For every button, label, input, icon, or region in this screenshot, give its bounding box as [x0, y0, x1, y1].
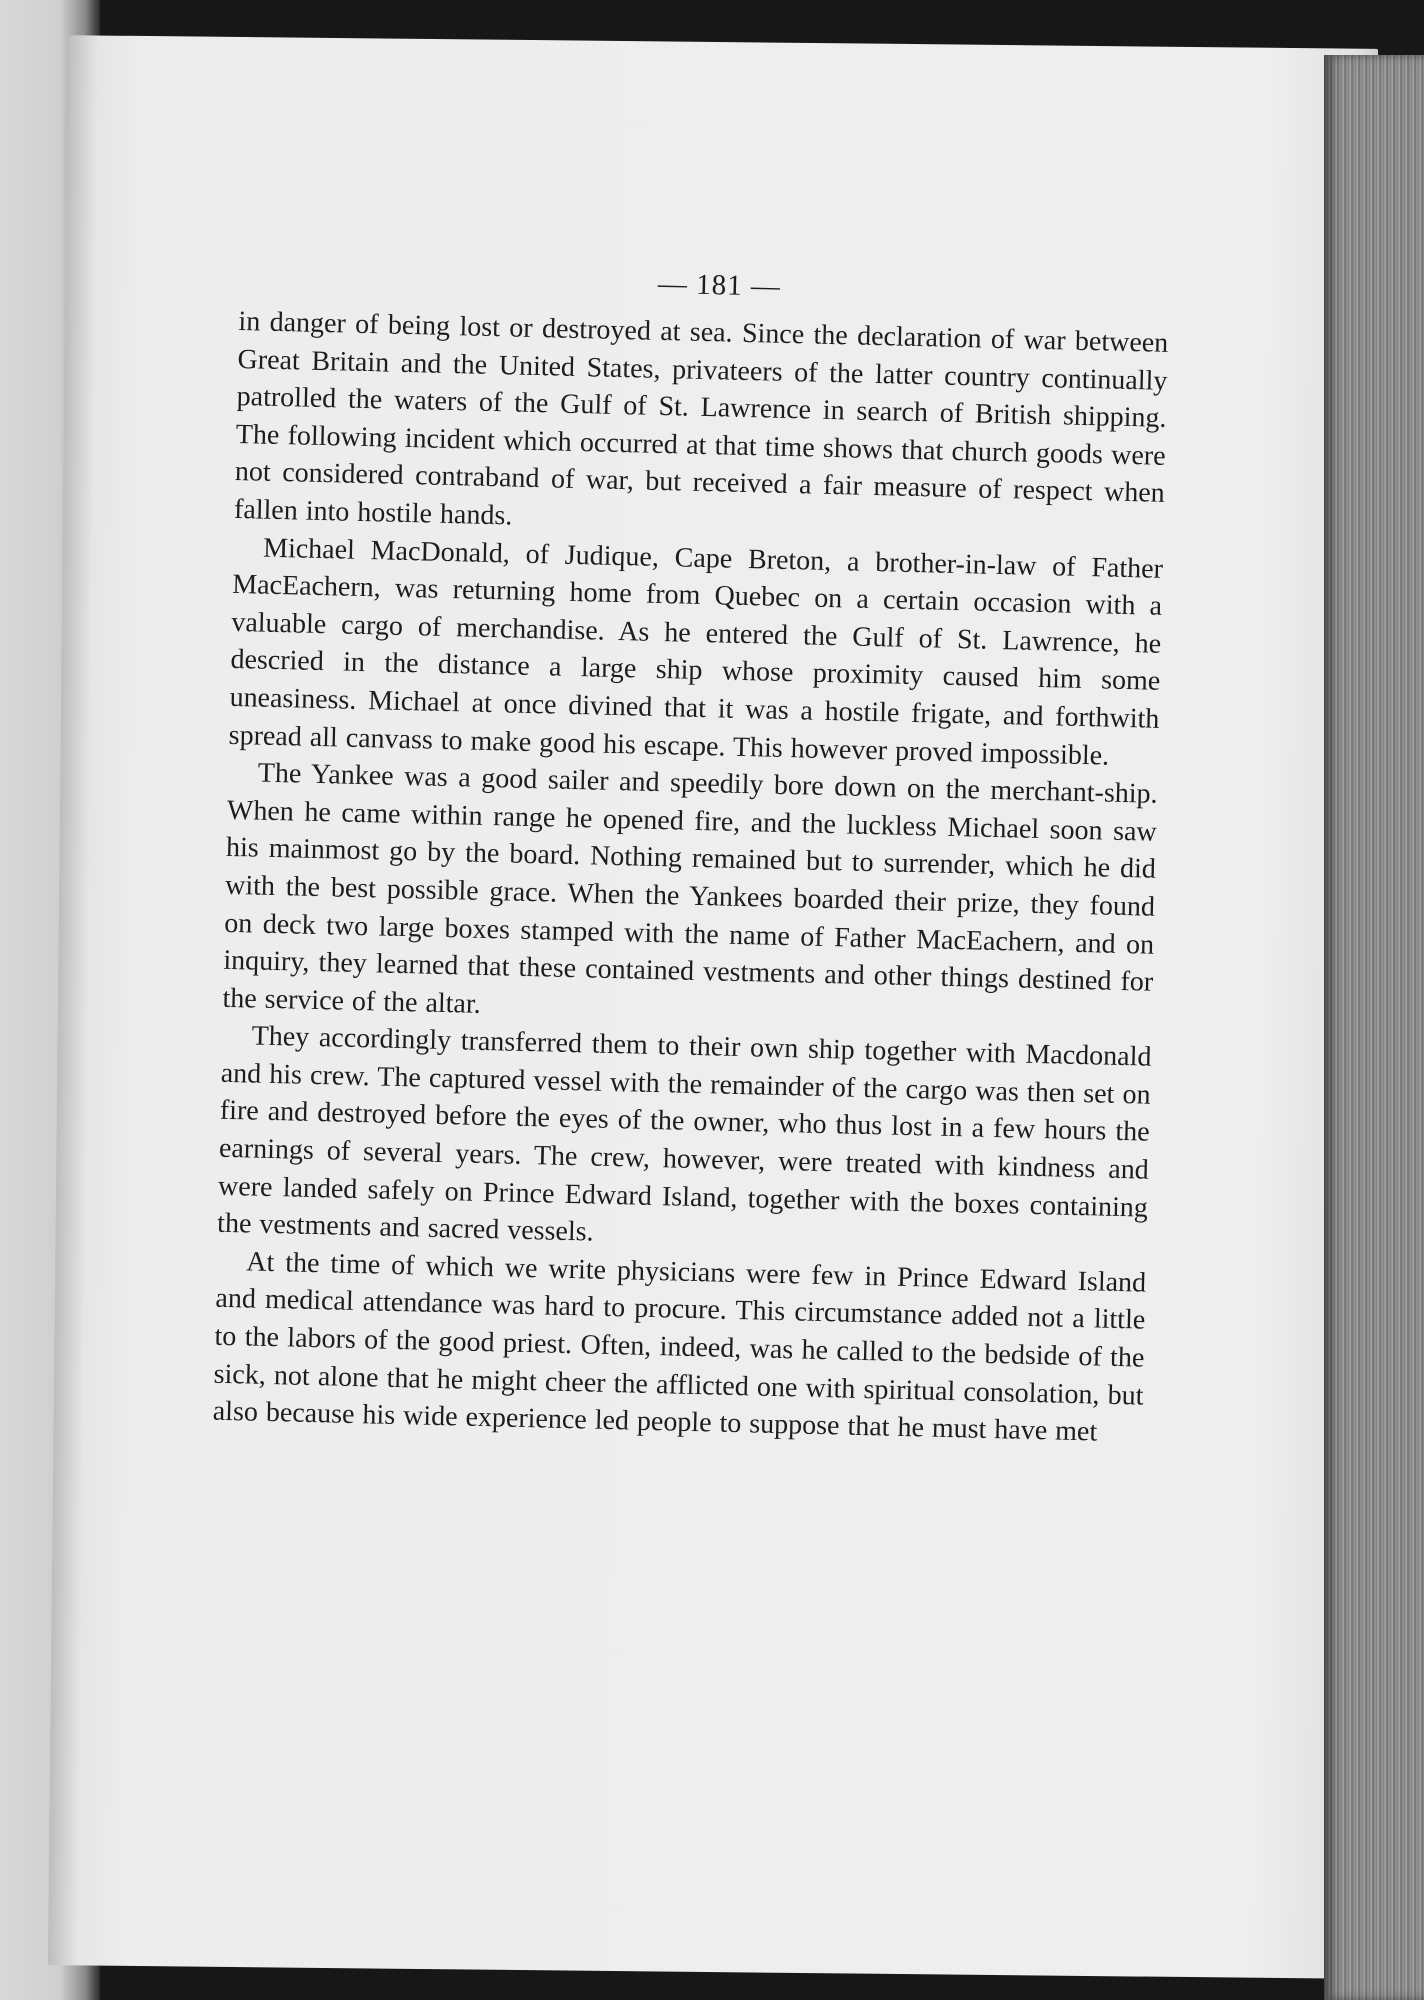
paragraph-2: Michael MacDonald, of Judique, Cape Breton, a brother-in-law of Father MacEachern, was returning home from Quebec on a certain occasion with a valuable cargo of merchandise. As he entered the Gulf of St. Lawrence, he descried in the distance a large ship whose proximity caused him some uneasiness. Michael at once divined that it was a hostile frigate, and forthwith spread all canvass to make good his escape. This however proved impossible.: [228, 532, 1164, 772]
page-stack-edge: [1324, 55, 1424, 2000]
page-text-block: [212, 258, 1169, 1452]
page-number: — 181 —: [657, 267, 782, 303]
paragraph-4: They accordingly transferred them to their own ship together with Macdonald and his crew. The captured vessel with the remainder of the cargo was then set on fire and destroyed before the eyes of the owner, who thus lost in a few hours the earnings of several years. The crew, however, were treated with kindness and were landed safely on Prince Edward Island, together with the boxes containing the vestments and sacred vessels.: [216, 1020, 1152, 1248]
paragraph-1: in danger of being lost or destroyed at sea. Since the declaration of war between Great Britain and the United States, privateers of the latter country continually patrolled the waters of the Gulf of St. Lawrence in search of British shipping. The following incident which occurred at that time shows that church goods were not considered contraband of war, but received a fair measure of respect when fallen into hostile hands.: [233, 305, 1169, 532]
paragraph-3: The Yankee was a good sailer and speedily bore down on the merchant-ship. When he came within range he opened fire, and the luckless Michael soon saw his mainmost go by the board. Nothing remained but to surrender, which he did with the best possible grace. When the Yankees boarded their prize, they found on deck two large boxes stamped with the name of Father MacEachern, and on inquiry, they learned that these contained vestments and other things destined for the service of the altar.: [222, 757, 1158, 1020]
paragraph-5: At the time of which we write physicians were few in Prince Edward Island and medical attendance was hard to procure. This circumstance added not a little to the labors of the good priest. Often, indeed, was he called to the bedside of the sick, not alone that he might cheer the afflicted one with spiritual consolation, but also because his wide experience led people to suppose that he must have met: [212, 1246, 1147, 1448]
